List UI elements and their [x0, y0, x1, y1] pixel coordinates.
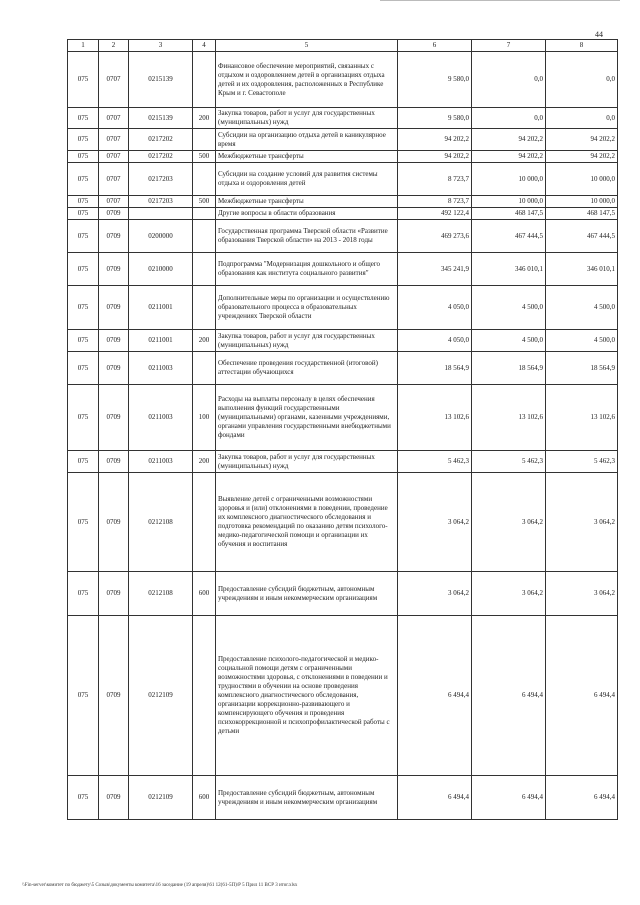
table-cell-c8: 10 000,0: [546, 163, 618, 196]
table-cell-c5: Предоставление субсидий бюджетным, автономным учреждениям и иным некоммерческим организациям: [216, 776, 398, 820]
table-row: [68, 163, 618, 196]
table-cell-c6: 492 122,4: [398, 208, 472, 220]
table-cell-c2: 0709: [99, 451, 129, 473]
footer-file-path: \\Fin-server\комитет по бюджету\5 Созыв\документы комитета\16 заседание (19 апреля)\61 12(61-5П)\Р 5 Прил 11 ВСР 3 итог.xlsx: [22, 883, 298, 888]
table-row: [68, 572, 618, 616]
table-cell-c5: Государственная программа Тверской области «Развитие образования Тверской области» на 2013 - 2018 годы: [216, 220, 398, 253]
budget-table: [67, 39, 618, 820]
column-header: 7: [472, 40, 546, 52]
table-cell-c4: [193, 208, 216, 220]
table-cell-c4: [193, 616, 216, 776]
table-cell-c2: 0709: [99, 352, 129, 385]
table-cell-c1: 075: [68, 572, 99, 616]
table-cell-c2: 0709: [99, 208, 129, 220]
table-cell-c5: Закупка товаров, работ и услуг для государственных (муниципальных) нужд: [216, 108, 398, 129]
table-cell-c4: [193, 163, 216, 196]
table-cell-c5: Закупка товаров, работ и услуг для государственных (муниципальных) нужд: [216, 451, 398, 473]
table-cell-c7: 3 064,2: [472, 473, 546, 572]
table-cell-c5: Дополнительные меры по организации и осуществлению образовательного процесса в образовательных учреждениях Тверской области: [216, 286, 398, 330]
table-cell-c5: Субсидии на организацию отдыха детей в каникулярное время: [216, 129, 398, 151]
table-cell-c5: Обеспечение проведения государственной (итоговой) аттестации обучающихся: [216, 352, 398, 385]
table-cell-c1: 075: [68, 473, 99, 572]
table-cell-c4: [193, 286, 216, 330]
table-cell-c1: 075: [68, 129, 99, 151]
table-cell-c4: 200: [193, 330, 216, 352]
table-cell-c1: 075: [68, 151, 99, 163]
table-row: [68, 52, 618, 108]
table-cell-c3: 0217203: [129, 196, 193, 208]
table-cell-c6: 469 273,6: [398, 220, 472, 253]
table-row: [68, 352, 618, 385]
table-cell-c2: 0709: [99, 572, 129, 616]
table-body: [68, 52, 618, 820]
table-cell-c7: 13 102,6: [472, 385, 546, 451]
table-cell-c1: 075: [68, 108, 99, 129]
table-cell-c5: Межбюджетные трансферты: [216, 151, 398, 163]
table-cell-c3: 0212108: [129, 473, 193, 572]
table-cell-c5: Предоставление психолого-педагогической и медико-социальной помощи детям с ограниченными возможностями здоровья, с отклонениями в поведении и трудностями в обучении на основе проведения комплексного диагностического обследования, организации коррекционно-развивающего и компенсирующего обучения и проведения психокоррекционной и психопрофилактической работы с детьми: [216, 616, 398, 776]
table-cell-c3: 0212109: [129, 616, 193, 776]
table-cell-c7: 4 500,0: [472, 330, 546, 352]
table-cell-c3: 0212109: [129, 776, 193, 820]
table-cell-c6: 9 580,0: [398, 108, 472, 129]
table-cell-c8: 6 494,4: [546, 776, 618, 820]
table-cell-c8: 10 000,0: [546, 196, 618, 208]
table-row: [68, 196, 618, 208]
table-cell-c7: 468 147,5: [472, 208, 546, 220]
table-cell-c5: Выявление детей с ограниченными возможностями здоровья и (или) отклонениями в поведении, проведение их комплексного диагностического обследования и подготовка рекомендаций по оказанию детям психолого-медико-педагогической помощи и организации их обучения и воспитания: [216, 473, 398, 572]
table-row: [68, 776, 618, 820]
header-row: [68, 40, 618, 52]
table-cell-c2: 0709: [99, 330, 129, 352]
table-cell-c3: 0211001: [129, 330, 193, 352]
table-cell-c5: Субсидии на создание условий для развития системы отдыха и оздоровления детей: [216, 163, 398, 196]
table-cell-c2: 0707: [99, 163, 129, 196]
table-cell-c1: 075: [68, 776, 99, 820]
table-cell-c6: 8 723,7: [398, 196, 472, 208]
table-cell-c2: 0709: [99, 473, 129, 572]
table-cell-c6: 8 723,7: [398, 163, 472, 196]
table-cell-c1: 075: [68, 352, 99, 385]
table-row: [68, 385, 618, 451]
table-cell-c6: 6 494,4: [398, 616, 472, 776]
table-cell-c6: 13 102,6: [398, 385, 472, 451]
table-cell-c2: 0709: [99, 616, 129, 776]
table-cell-c6: 345 241,9: [398, 253, 472, 286]
table-cell-c3: 0211003: [129, 352, 193, 385]
table-cell-c2: 0709: [99, 776, 129, 820]
table-cell-c7: 467 444,5: [472, 220, 546, 253]
table-cell-c8: 18 564,9: [546, 352, 618, 385]
table-cell-c8: 5 462,3: [546, 451, 618, 473]
table-cell-c7: 6 494,4: [472, 616, 546, 776]
table-cell-c3: 0211003: [129, 451, 193, 473]
table-cell-c6: 4 050,0: [398, 286, 472, 330]
table-cell-c7: 10 000,0: [472, 163, 546, 196]
table-cell-c6: 5 462,3: [398, 451, 472, 473]
table-row: [68, 473, 618, 572]
table-row: [68, 208, 618, 220]
table-cell-c6: 9 580,0: [398, 52, 472, 108]
table-cell-c8: 4 500,0: [546, 330, 618, 352]
table-cell-c7: 0,0: [472, 108, 546, 129]
table-cell-c7: 10 000,0: [472, 196, 546, 208]
table-cell-c3: [129, 208, 193, 220]
table-cell-c8: 13 102,6: [546, 385, 618, 451]
table-cell-c3: 0217202: [129, 151, 193, 163]
table-cell-c3: 0200000: [129, 220, 193, 253]
table-row: [68, 330, 618, 352]
table-cell-c1: 075: [68, 52, 99, 108]
column-header: 8: [546, 40, 618, 52]
table-cell-c6: 3 064,2: [398, 572, 472, 616]
table-cell-c4: 200: [193, 451, 216, 473]
table-cell-c3: 0217202: [129, 129, 193, 151]
table-cell-c5: Другие вопросы в области образования: [216, 208, 398, 220]
table-cell-c3: 0210000: [129, 253, 193, 286]
table-cell-c1: 075: [68, 451, 99, 473]
table-cell-c6: 3 064,2: [398, 473, 472, 572]
table-cell-c7: 3 064,2: [472, 572, 546, 616]
column-header: 3: [129, 40, 193, 52]
table-cell-c8: 468 147,5: [546, 208, 618, 220]
table-cell-c1: 075: [68, 208, 99, 220]
table-cell-c4: 600: [193, 776, 216, 820]
table-cell-c1: 075: [68, 616, 99, 776]
table-cell-c8: 0,0: [546, 108, 618, 129]
table-row: [68, 286, 618, 330]
table-cell-c4: 100: [193, 385, 216, 451]
table-cell-c7: 94 202,2: [472, 129, 546, 151]
top-edge-line: [380, 0, 620, 1]
table-cell-c1: 075: [68, 253, 99, 286]
table-cell-c5: Предоставление субсидий бюджетным, автономным учреждениям и иным некоммерческим организациям: [216, 572, 398, 616]
table-cell-c5: Межбюджетные трансферты: [216, 196, 398, 208]
table-cell-c5: Расходы на выплаты персоналу в целях обеспечения выполнения функций государственными (муниципальными) органами, казенными учреждениями, органами управления государственными внебюджетными фондами: [216, 385, 398, 451]
column-header: 4: [193, 40, 216, 52]
table-row: [68, 129, 618, 151]
table-cell-c1: 075: [68, 163, 99, 196]
table-cell-c2: 0707: [99, 196, 129, 208]
table-cell-c1: 075: [68, 196, 99, 208]
table-cell-c4: 200: [193, 108, 216, 129]
table-cell-c2: 0707: [99, 151, 129, 163]
column-header: 5: [216, 40, 398, 52]
table-cell-c2: 0709: [99, 286, 129, 330]
column-header: 2: [99, 40, 129, 52]
table-cell-c4: [193, 129, 216, 151]
table-cell-c1: 075: [68, 286, 99, 330]
column-header: 1: [68, 40, 99, 52]
table-row: [68, 451, 618, 473]
table-cell-c6: 4 050,0: [398, 330, 472, 352]
table-cell-c7: 5 462,3: [472, 451, 546, 473]
table-row: [68, 616, 618, 776]
table-cell-c8: 94 202,2: [546, 151, 618, 163]
table-row: [68, 253, 618, 286]
table-cell-c8: 6 494,4: [546, 616, 618, 776]
table-cell-c2: 0709: [99, 253, 129, 286]
table-cell-c7: 346 010,1: [472, 253, 546, 286]
table-cell-c4: [193, 352, 216, 385]
table-cell-c4: [193, 220, 216, 253]
table-cell-c3: 0212108: [129, 572, 193, 616]
table-cell-c1: 075: [68, 220, 99, 253]
table-cell-c3: 0211001: [129, 286, 193, 330]
table-cell-c8: 94 202,2: [546, 129, 618, 151]
table-cell-c2: 0707: [99, 129, 129, 151]
table-row: [68, 220, 618, 253]
table-cell-c2: 0709: [99, 220, 129, 253]
table-cell-c6: 6 494,4: [398, 776, 472, 820]
table-cell-c5: Подпрограмма "Модернизация дошкольного и общего образования как института социального развития": [216, 253, 398, 286]
table-cell-c7: 4 500,0: [472, 286, 546, 330]
table-cell-c6: 18 564,9: [398, 352, 472, 385]
table-cell-c7: 18 564,9: [472, 352, 546, 385]
table-cell-c7: 6 494,4: [472, 776, 546, 820]
table-cell-c6: 94 202,2: [398, 129, 472, 151]
table-cell-c5: Закупка товаров, работ и услуг для государственных (муниципальных) нужд: [216, 330, 398, 352]
table-cell-c4: [193, 253, 216, 286]
table-cell-c4: 500: [193, 151, 216, 163]
table-cell-c8: 467 444,5: [546, 220, 618, 253]
table-cell-c4: 500: [193, 196, 216, 208]
table-cell-c8: 3 064,2: [546, 473, 618, 572]
table-cell-c8: 4 500,0: [546, 286, 618, 330]
table-cell-c8: 0,0: [546, 52, 618, 108]
table-cell-c7: 0,0: [472, 52, 546, 108]
table-cell-c4: [193, 52, 216, 108]
table-cell-c8: 346 010,1: [546, 253, 618, 286]
table-cell-c3: 0211003: [129, 385, 193, 451]
table-cell-c8: 3 064,2: [546, 572, 618, 616]
table-cell-c4: [193, 473, 216, 572]
table-cell-c1: 075: [68, 385, 99, 451]
table-cell-c3: 0215139: [129, 108, 193, 129]
table-cell-c3: 0215139: [129, 52, 193, 108]
table-cell-c2: 0709: [99, 385, 129, 451]
table-cell-c1: 075: [68, 330, 99, 352]
column-header: 6: [398, 40, 472, 52]
table-row: [68, 108, 618, 129]
table-cell-c2: 0707: [99, 52, 129, 108]
table-cell-c3: 0217203: [129, 163, 193, 196]
table-cell-c2: 0707: [99, 108, 129, 129]
table-cell-c5: Финансовое обеспечение мероприятий, связанных с отдыхом и оздоровлением детей в организациях отдыха детей и их оздоровления, расположенных в Республике Крым и г. Севастополе: [216, 52, 398, 108]
table-cell-c7: 94 202,2: [472, 151, 546, 163]
table-cell-c4: 600: [193, 572, 216, 616]
table-cell-c6: 94 202,2: [398, 151, 472, 163]
page-number: 44: [595, 30, 603, 39]
table-row: [68, 151, 618, 163]
